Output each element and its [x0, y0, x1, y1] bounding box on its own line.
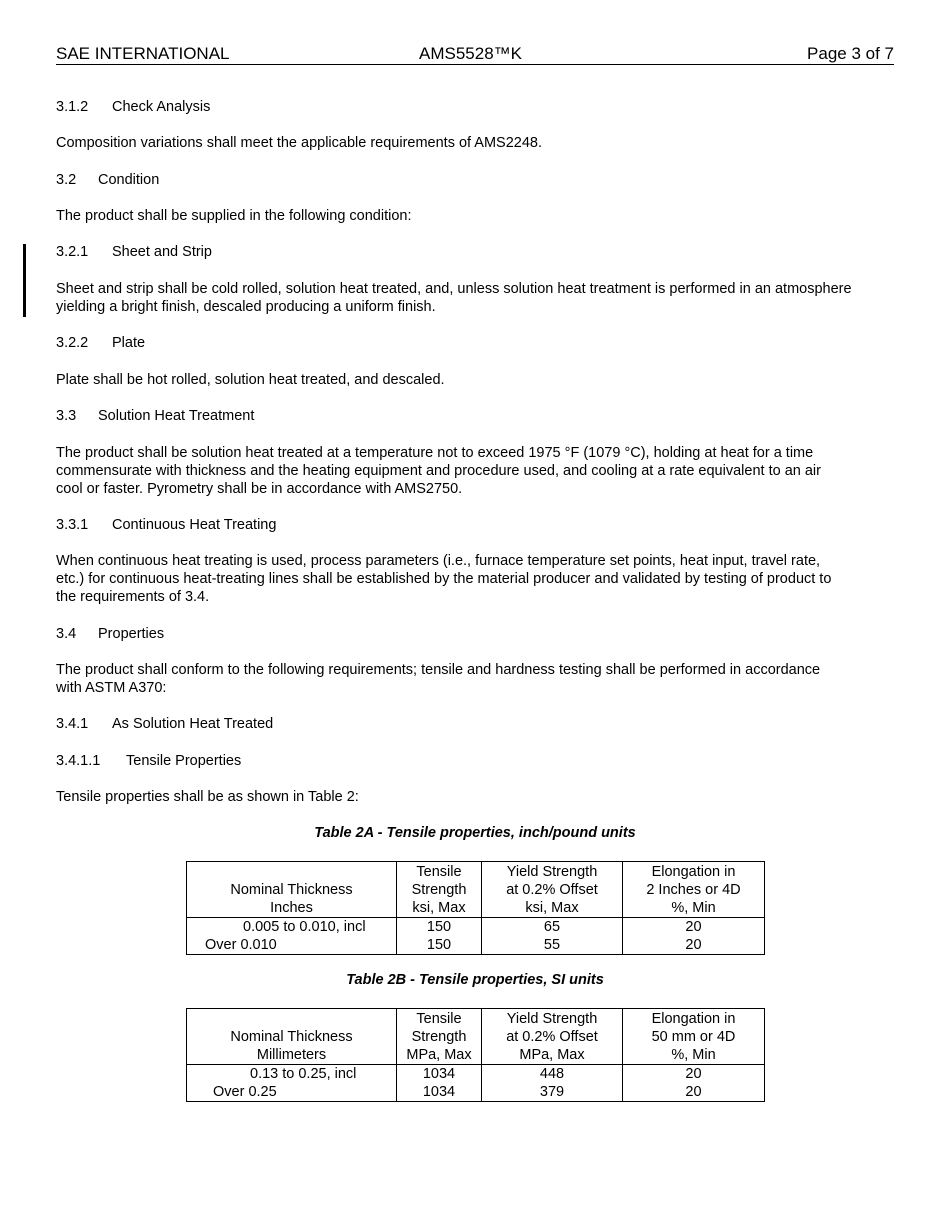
table-cell: 1034	[397, 1083, 482, 1102]
header-cell-yield	[482, 1009, 623, 1065]
section-number: 3.2.1	[56, 244, 89, 260]
table-cell: 20	[623, 918, 765, 937]
section-heading-3-2	[56, 171, 894, 189]
section-number: 3.2.2	[56, 335, 89, 351]
table-cell: Over 0.25	[187, 1083, 397, 1102]
header-cell-elongation	[623, 862, 765, 918]
header-cell-elongation	[623, 1009, 765, 1065]
section-title: Properties	[98, 626, 165, 642]
table-cell: 379	[482, 1083, 623, 1102]
section-body-3-3-line-1: The product shall be solution heat treated at a temperature not to exceed 1975 °F (1079 °C), holding at heat for a time	[56, 445, 814, 461]
header-text	[191, 863, 392, 881]
header-text: ksi, Max	[525, 900, 579, 916]
header-document-number: AMS5528™K	[419, 44, 522, 63]
table-row	[187, 1083, 765, 1102]
table-cell: 65	[482, 918, 623, 937]
header-text: Nominal Thickness	[230, 1029, 353, 1045]
table-2a	[186, 861, 765, 955]
header-text: %, Min	[671, 1047, 716, 1063]
header-cell-thickness	[187, 1009, 397, 1065]
table-2b-caption: Table 2B - Tensile properties, SI units	[346, 972, 604, 988]
header-cell-tensile	[397, 1009, 482, 1065]
header-text: ksi, Max	[412, 900, 466, 916]
section-title: Sheet and Strip	[112, 244, 212, 260]
section-number: 3.1.2	[56, 99, 89, 115]
section-body-3-3-1-line-2: etc.) for continuous heat-treating lines shall be established by the material producer and validated by testing of product to	[56, 571, 832, 587]
section-body-3-4-line-2: with ASTM A370:	[56, 680, 167, 696]
section-number: 3.4.1.1	[56, 753, 101, 769]
section-title: Condition	[98, 172, 160, 188]
header-cell-tensile	[397, 862, 482, 918]
table-header-row	[187, 862, 765, 918]
section-number: 3.2	[56, 172, 77, 188]
section-heading-3-2-1	[56, 243, 894, 261]
header-text: Tensile	[416, 1011, 462, 1027]
table-cell: 0.005 to 0.010, incl	[187, 918, 397, 937]
table-header-row	[187, 1009, 765, 1065]
section-heading-3-3	[56, 407, 894, 425]
section-body-3-2: The product shall be supplied in the following condition:	[56, 208, 412, 224]
header-text: MPa, Max	[406, 1047, 472, 1063]
header-text: MPa, Max	[519, 1047, 585, 1063]
header-text: Strength	[411, 1029, 467, 1045]
header-text: 50 mm or 4D	[651, 1029, 736, 1045]
header-page-number: Page 3 of 7	[807, 44, 894, 63]
header-text: Nominal Thickness	[230, 882, 353, 898]
table-cell: 20	[623, 1083, 765, 1102]
header-text: at 0.2% Offset	[506, 1029, 598, 1045]
table-cell: 448	[482, 1065, 623, 1084]
section-body-3-3-1-line-3: the requirements of 3.4.	[56, 589, 210, 605]
section-title: Continuous Heat Treating	[112, 517, 277, 533]
section-title: Tensile Properties	[126, 753, 242, 769]
section-title: Plate	[112, 335, 146, 351]
table-cell: 150	[397, 936, 482, 955]
header-organization: SAE INTERNATIONAL	[56, 44, 230, 63]
section-heading-3-2-2	[56, 334, 894, 352]
header-text: Elongation in	[651, 864, 736, 880]
section-body-3-2-1-line-1: Sheet and strip shall be cold rolled, solution heat treated, and, unless solution heat treatment is performed in an atmosphere	[56, 281, 852, 297]
header-text: Tensile	[416, 864, 462, 880]
header-text: Yield Strength	[506, 1011, 598, 1027]
table-row	[187, 936, 765, 955]
section-body-3-3-line-2: commensurate with thickness and the heating equipment and procedure used, and cooling at a rate equivalent to an air	[56, 463, 821, 479]
header-text: 2 Inches or 4D	[646, 882, 741, 898]
header-text: %, Min	[671, 900, 716, 916]
table-cell: 150	[397, 918, 482, 937]
section-heading-3-3-1	[56, 516, 894, 534]
section-title: Check Analysis	[112, 99, 211, 115]
section-heading-3-4	[56, 625, 894, 643]
section-body-3-3-1-line-1: When continuous heat treating is used, process parameters (i.e., furnace temperature set points, heat input, travel rate,	[56, 553, 821, 569]
header-text: Elongation in	[651, 1011, 736, 1027]
table-row	[187, 918, 765, 937]
section-body-3-3-line-3: cool or faster. Pyrometry shall be in accordance with AMS2750.	[56, 481, 463, 497]
section-number: 3.4	[56, 626, 77, 642]
page-header	[56, 44, 894, 65]
header-text: Millimeters	[256, 1047, 327, 1063]
table-2b	[186, 1008, 765, 1102]
header-text: Yield Strength	[506, 864, 598, 880]
table-cell: 55	[482, 936, 623, 955]
section-title: Solution Heat Treatment	[98, 408, 255, 424]
section-body-3-2-1-line-2: yielding a bright finish, descaled producing a uniform finish.	[56, 299, 436, 315]
header-cell-thickness	[187, 862, 397, 918]
table-cell: 0.13 to 0.25, incl	[187, 1065, 397, 1084]
section-heading-3-4-1	[56, 715, 894, 733]
table-cell: 20	[623, 1065, 765, 1084]
table-row	[187, 1065, 765, 1084]
revision-bar	[23, 244, 26, 317]
header-text: Strength	[411, 882, 467, 898]
header-text: Inches	[270, 900, 313, 916]
header-text	[191, 1010, 392, 1028]
header-text: at 0.2% Offset	[506, 882, 598, 898]
section-heading-3-1-2	[56, 98, 894, 116]
section-body-3-4-1-1: Tensile properties shall be as shown in Table 2:	[56, 789, 359, 805]
header-cell-yield	[482, 862, 623, 918]
section-body-3-2-2: Plate shall be hot rolled, solution heat treated, and descaled.	[56, 372, 445, 388]
section-number: 3.4.1	[56, 716, 89, 732]
section-number: 3.3.1	[56, 517, 89, 533]
section-number: 3.3	[56, 408, 77, 424]
table-cell: 1034	[397, 1065, 482, 1084]
section-body-3-1-2: Composition variations shall meet the applicable requirements of AMS2248.	[56, 135, 543, 151]
section-title: As Solution Heat Treated	[112, 716, 274, 732]
table-cell: Over 0.010	[187, 936, 397, 955]
table-cell: 20	[623, 936, 765, 955]
section-heading-3-4-1-1	[56, 752, 894, 770]
section-body-3-4-line-1: The product shall conform to the following requirements; tensile and hardness testing shall be performed in accordance	[56, 662, 821, 678]
table-2a-caption: Table 2A - Tensile properties, inch/pound units	[314, 825, 636, 841]
